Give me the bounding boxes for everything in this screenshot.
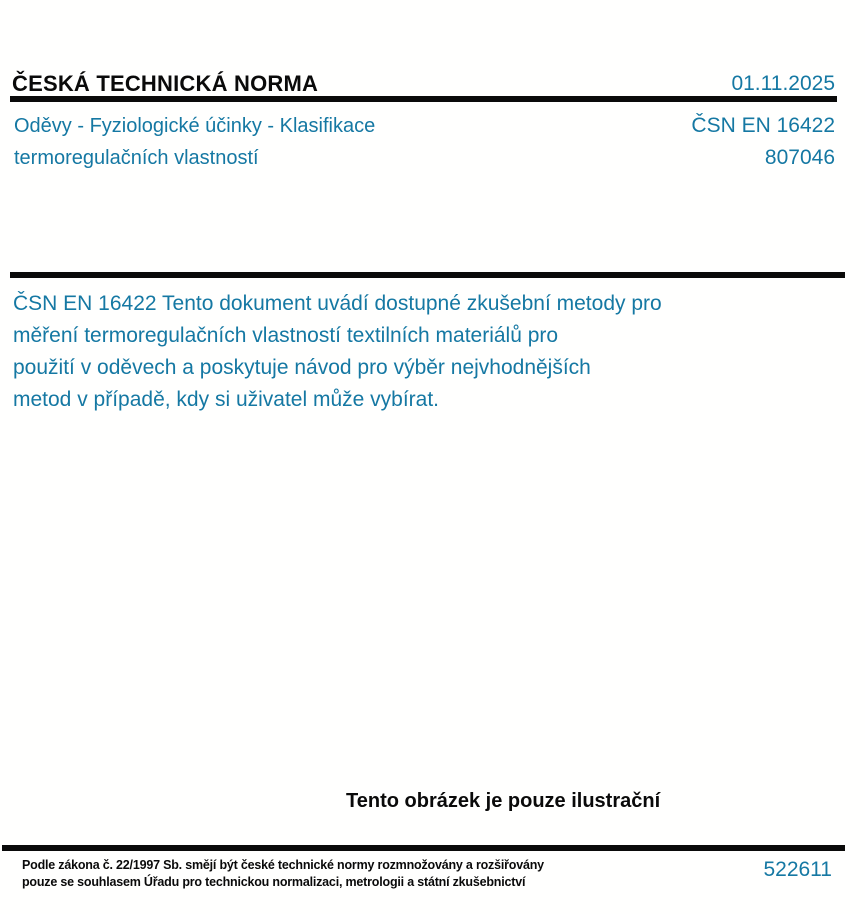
illustration-disclaimer: Tento obrázek je pouze ilustrační	[346, 790, 661, 812]
footer-legal-line-1: Podle zákona č. 22/1997 Sb. smějí být české technické normy rozmnožovány a rozšiřovány	[22, 858, 544, 872]
footer-legal-line-2: pouze se souhlasem Úřadu pro technickou normalizaci, metrologii a státní zkušebnictví	[22, 875, 526, 889]
abstract-divider	[10, 272, 845, 278]
abstract-line-1: ČSN EN 16422 Tento dokument uvádí dostupné zkušební metody pro	[13, 292, 662, 315]
abstract-line-3: použití v oděvech a poskytuje návod pro výběr nejvhodnějších	[13, 356, 591, 379]
issue-date: 01.11.2025	[731, 72, 835, 95]
subject-line-2: termoregulačních vlastností	[14, 147, 259, 169]
abstract-text	[13, 288, 662, 416]
class-code: 807046	[764, 146, 835, 169]
page-title: ČESKÁ TECHNICKÁ NORMA	[12, 71, 319, 96]
footer-legal-notice	[22, 857, 544, 891]
abstract-line-4: metod v případě, kdy si uživatel může vybírat.	[13, 388, 440, 411]
header-divider	[10, 96, 837, 102]
standard-code: ČSN EN 16422	[691, 114, 835, 137]
standard-codes	[691, 110, 835, 174]
abstract-line-2: měření termoregulačních vlastností textilních materiálů pro	[13, 324, 559, 347]
footer-divider	[2, 845, 845, 851]
order-number: 522611	[763, 858, 832, 881]
subject-line-1: Oděvy - Fyziologické účinky - Klasifikace	[14, 115, 376, 137]
standard-subject	[14, 110, 375, 174]
